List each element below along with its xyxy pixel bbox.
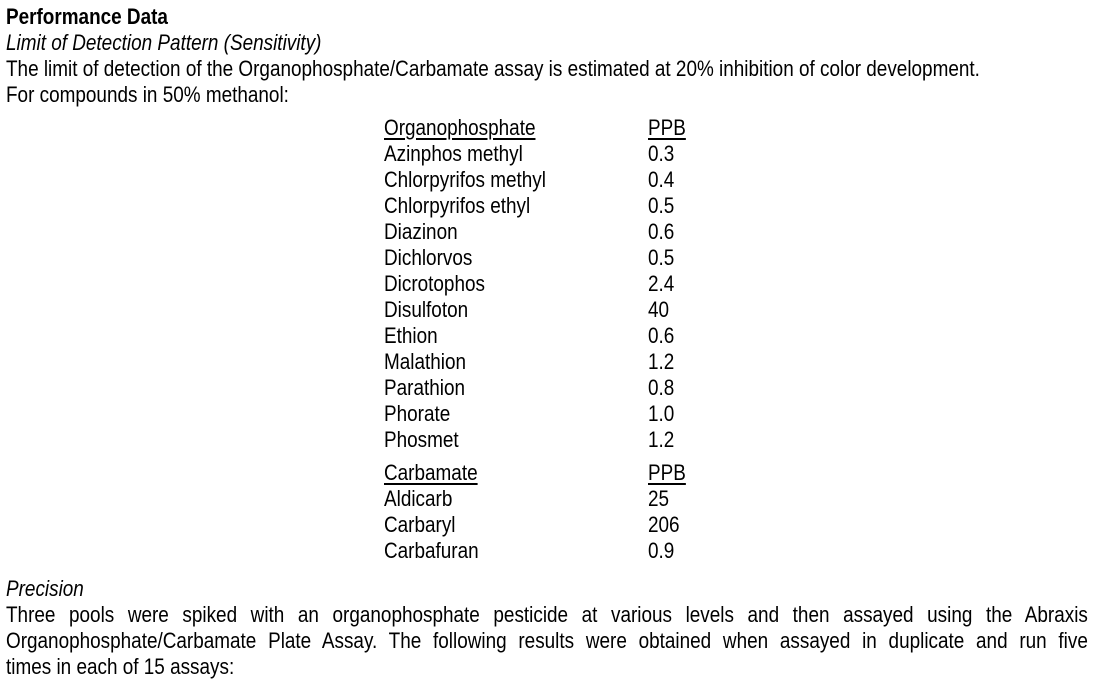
compound-name: Chlorpyrifos methyl (384, 167, 546, 192)
compound-name: Chlorpyrifos ethyl (384, 193, 531, 218)
ppb-value: 1.0 (648, 401, 675, 426)
organophosphate-table (384, 115, 724, 453)
carbamate-table-header (384, 460, 724, 486)
ppb-value: 2.4 (648, 271, 675, 296)
compound-name: Parathion (384, 375, 466, 400)
compound-name: Disulfoton (384, 297, 469, 322)
compound-name: Carbaryl (384, 512, 456, 537)
ppb-value: 1.2 (648, 427, 675, 452)
table-row (384, 512, 724, 538)
ppb-column-header: PPB (648, 115, 686, 140)
table-row (384, 323, 724, 349)
compound-name: Diazinon (384, 219, 458, 244)
ppb-value: 0.5 (648, 193, 675, 218)
table-gap (384, 453, 724, 460)
organophosphate-table-header (384, 115, 724, 141)
compound-name: Malathion (384, 349, 467, 374)
table-row (384, 538, 724, 564)
compound-name: Aldicarb (384, 486, 453, 511)
precision-paragraph-line-3: times in each of 15 assays: (6, 654, 235, 679)
ppb-value: 1.2 (648, 349, 675, 374)
document-page (6, 4, 1088, 108)
table-row (384, 375, 724, 401)
lod-paragraph-line-1: The limit of detection of the Organophosphate/Carbamate assay is estimated at 20% inhibition of color development. (6, 56, 980, 81)
table-row (384, 167, 724, 193)
precision-paragraph-line-2: Organophosphate/Carbamate Plate Assay. The following results were obtained when assayed in duplicate and run five (6, 628, 1088, 653)
table-row (384, 245, 724, 271)
table-row (384, 141, 724, 167)
compound-name: Carbafuran (384, 538, 479, 563)
compound-name: Dichlorvos (384, 245, 473, 270)
table-row (384, 349, 724, 375)
ppb-value: 0.6 (648, 219, 675, 244)
precision-section (6, 576, 1088, 680)
ppb-value: 0.4 (648, 167, 675, 192)
ppb-value: 0.9 (648, 538, 675, 563)
ppb-column-header: PPB (648, 460, 686, 485)
ppb-value: 0.5 (648, 245, 675, 270)
table-row (384, 486, 724, 512)
lod-subtitle: Limit of Detection Pattern (Sensitivity) (6, 30, 322, 55)
ppb-value: 0.6 (648, 323, 675, 348)
table-row (384, 401, 724, 427)
compound-name: Ethion (384, 323, 438, 348)
table-row (384, 271, 724, 297)
compound-name: Phorate (384, 401, 451, 426)
ppb-value: 40 (648, 297, 670, 322)
section-heading: Performance Data (6, 4, 168, 29)
ppb-value: 206 (648, 512, 680, 537)
table-row (384, 427, 724, 453)
table-row (384, 297, 724, 323)
ppb-value: 0.3 (648, 141, 675, 166)
compound-name: Dicrotophos (384, 271, 485, 296)
compound-name: Azinphos methyl (384, 141, 523, 166)
organophosphate-column-header: Organophosphate (384, 115, 536, 140)
lod-paragraph-line-2: For compounds in 50% methanol: (6, 82, 289, 107)
compound-name: Phosmet (384, 427, 459, 452)
ppb-value: 25 (648, 486, 670, 511)
carbamate-table (384, 460, 724, 564)
table-row (384, 219, 724, 245)
lod-tables (384, 115, 724, 564)
precision-paragraph-line-1: Three pools were spiked with an organophosphate pesticide at various levels and then assayed using the Abraxis (6, 602, 1088, 627)
ppb-value: 0.8 (648, 375, 675, 400)
carbamate-column-header: Carbamate (384, 460, 478, 485)
table-row (384, 193, 724, 219)
precision-subtitle: Precision (6, 576, 84, 601)
